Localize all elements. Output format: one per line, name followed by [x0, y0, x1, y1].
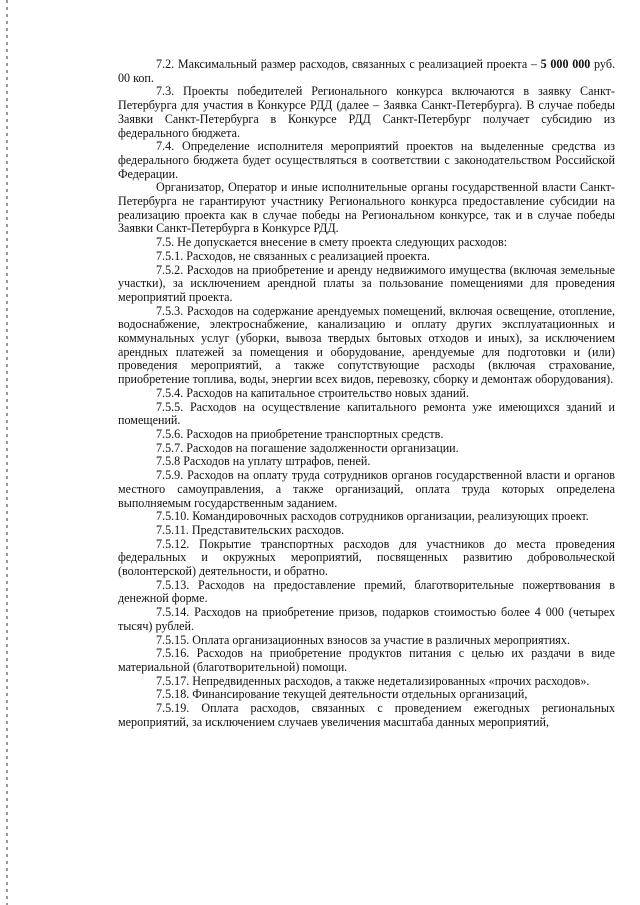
- paragraph-7-5-11: 7.5.11. Представительских расходов.: [156, 522, 345, 537]
- paragraph-organizer-note: Организатор, Оператор и иные исполнительные органы государственной власти Санкт-Петербурга не гарантируют участнику Регионального конкурса предоставление субсидии на реализацию проекта как в случае победы на Региональном конкурсе, так и в случае победы Заявки Санкт-Петербурга в Конкурсе РДД.: [118, 180, 615, 236]
- paragraph-7-5-3: 7.5.3. Расходов на содержание арендуемых помещений, включая освещение, отопление, водоснабжение, электроснабжение, канализацию и оплату других эксплуатационных и коммунальных услуг (уборки, вывоза твердых бытовых отходов и иных), за исключением арендных платежей за помещения и оборудование, арендуемые для подготовки и (или) проведения мероприятий, а также сопутствующие расходы (включая страхование, приобретение топлива, воды, энергии всех видов, перевозку, сборку и демонтаж оборудования).: [118, 303, 615, 387]
- paragraph-7-5-7: 7.5.7. Расходов на погашение задолженности организации.: [156, 440, 459, 455]
- paragraph-7-5-16: 7.5.16. Расходов на приобретение продуктов питания с целью их раздачи в виде материальной (благотворительной) помощи.: [118, 646, 615, 674]
- paragraph-7-5-10: 7.5.10. Командировочных расходов сотрудников организации, реализующих проект.: [156, 509, 589, 524]
- paragraph-7-5-13: 7.5.13. Расходов на предоставление премий, благотворительные пожертвования в денежной форме.: [118, 577, 615, 606]
- paragraph-7-5-12: 7.5.12. Покрытие транспортных расходов для участников до места проведения федеральных и окружных мероприятий, посвященных развитию добровольческой (волонтерской) деятельности, и обратно.: [118, 536, 615, 579]
- paragraph-7-5: 7.5. Не допускается внесение в смету проекта следующих расходов:: [156, 235, 508, 250]
- paragraph-7-5-18: 7.5.18. Финансирование текущей деятельности отдельных организаций,: [156, 687, 528, 702]
- paragraph-7-4: 7.4. Определение исполнителя мероприятий проектов на выделенные средства из федерального бюджета будет осуществляться в соответствии с законодательством Российской Федерации.: [118, 139, 615, 181]
- paragraph-7-5-15: 7.5.15. Оплата организационных взносов за участие в различных мероприятиях.: [156, 632, 570, 647]
- paragraph-7-5-14: 7.5.14. Расходов на приобретение призов, подарков стоимостью более 4 000 (четырех тысяч) рублей.: [118, 605, 615, 633]
- paragraph-7-5-6: 7.5.6. Расходов на приобретение транспортных средств.: [156, 426, 444, 441]
- scan-edge-mark: [6, 0, 8, 905]
- paragraph-7-5-1: 7.5.1. Расходов, не связанных с реализацией проекта.: [156, 248, 430, 263]
- paragraph-7-5-9: 7.5.9. Расходов на оплату труда сотрудников органов государственной власти и органов местного самоуправления, а также организаций, оплата труда которых определена выполняемым государственным заданием.: [118, 468, 615, 510]
- paragraph-7-3: 7.3. Проекты победителей Регионального конкурса включаются в заявку Санкт-Петербурга для участия в Конкурсе РДД (далее – Заявка Санкт-Петербурга). В случае победы Заявки Санкт-Петербурга в Конкурсе РДД Санкт-Петербург получает субсидию из федерального бюджета.: [118, 84, 615, 140]
- paragraph-7-5-8: 7.5.8 Расходов на уплату штрафов, пеней.: [156, 454, 371, 469]
- paragraph-7-2: 7.2. Максимальный размер расходов, связанных с реализацией проекта – 5 000 000 руб. 00 коп.: [118, 57, 615, 85]
- paragraph-7-5-2: 7.5.2. Расходов на приобретение и аренду недвижимого имущества (включая земельные участки), за исключением арендной платы за пользование помещениями для проведения мероприятий проекта.: [118, 262, 615, 304]
- paragraph-7-5-4: 7.5.4. Расходов на капитальное строительство новых зданий.: [156, 385, 469, 400]
- paragraph-7-5-17: 7.5.17. Непредвиденных расходов, а также недетализированных «прочих расходов».: [156, 673, 590, 688]
- paragraph-7-5-5: 7.5.5. Расходов на осуществление капитального ремонта уже имеющихся зданий и помещений.: [118, 399, 615, 428]
- paragraph-7-5-19: 7.5.19. Оплата расходов, связанных с проведением ежегодных региональных мероприятий, за исключением случаев увеличения масштаба данных мероприятий,: [118, 701, 615, 729]
- document-body: [118, 58, 615, 729]
